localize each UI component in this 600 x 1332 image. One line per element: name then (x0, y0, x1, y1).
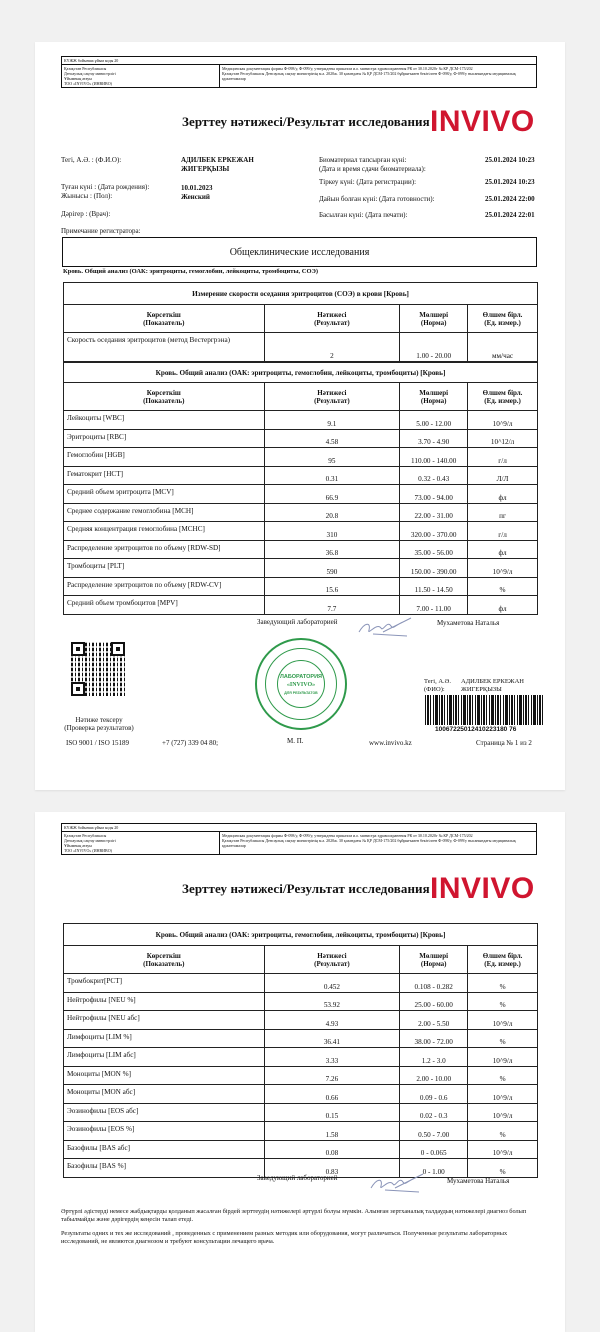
unit-value: мм/час (468, 333, 538, 362)
result-value: 2 (264, 333, 400, 362)
form-org-code: КҮЖЖ бойынша ұйым коды 20 (62, 824, 536, 832)
unit-value: фл (468, 540, 538, 559)
table-row (64, 503, 538, 522)
result-value: 95 (264, 448, 400, 467)
norm-value: 35.00 - 56.00 (400, 540, 468, 559)
norm-value: 320.00 - 370.00 (400, 522, 468, 541)
report-title: Зерттеу нәтижесі/Результат исследования (182, 114, 430, 129)
table-row (64, 577, 538, 596)
stamp-line: ДЛЯ РЕЗУЛЬТАТОВ (284, 691, 318, 695)
ready-date-label: Дайын болған күні: (Дата готовности): (319, 195, 435, 203)
result-value: 0.66 (264, 1085, 400, 1104)
table-row (64, 596, 538, 615)
biomaterial-label-line: (Дата и время сдачи биоматериала): (319, 164, 426, 173)
phone-number: +7 (727) 339 04 80; (162, 739, 219, 747)
patient-name-value (181, 156, 254, 173)
result-value: 66.9 (264, 485, 400, 504)
indicator-name: Средний объем эритроцита [MCV] (64, 485, 265, 504)
col-result: Нәтижесі (Результат) (264, 305, 400, 333)
lab-stamp-icon (255, 638, 347, 730)
qr-finder (111, 642, 125, 656)
barcode-name-value (461, 678, 524, 693)
disclaimer-ru: Результаты одних и тех же исследований , проведенных с применением разных методик или оборудования, могут различаться. Полученные результаты лабораторных исследований, не являются диагнозом и требуют консультации лечащего врача. (61, 1230, 508, 1245)
result-value: 7.7 (264, 596, 400, 615)
indicator-name: Моноциты [MON абс] (64, 1085, 265, 1104)
table-row (64, 448, 538, 467)
col-indicator: Көрсеткіш (Показатель) (64, 946, 265, 974)
unit-value: фл (468, 485, 538, 504)
indicator-name: Эозинофилы [EOS %] (64, 1122, 265, 1141)
unit-value: % (468, 1029, 538, 1048)
result-value: 20.8 (264, 503, 400, 522)
barcode-number: 10067225012410223180 76 (435, 726, 517, 733)
indicator-name: Базофилы [BAS абс] (64, 1140, 265, 1159)
col-result: Нәтижесі (Результат) (264, 383, 400, 411)
result-value: 36.41 (264, 1029, 400, 1048)
col-result: Нәтижесі (Результат) (264, 946, 400, 974)
barcode-icon (425, 695, 543, 725)
sex-label: Жынысы : (Пол): (61, 192, 113, 200)
table-row (64, 974, 538, 993)
biomaterial-date-value: 25.01.2024 10:23 (485, 156, 535, 164)
col-norm: Мөлшері (Норма) (400, 946, 468, 974)
unit-value: % (468, 577, 538, 596)
form-header-left-line: Қазақстан Республикасы (64, 66, 107, 71)
form-header-left-line: Ұйымның атауы (64, 76, 92, 81)
qr-caption-line: Нәтиже тексеру (75, 716, 123, 724)
indicator-name: Среднее содержание гемоглобина [MCH] (64, 503, 265, 522)
form-header-right-line: Қазақстан Республикасы Денсаулық сақтау министрінің м.а. 2020ж. 30 қазандағы № ҚР ДСМ-175/202 бұйрығымен бекітілген Ф-098/у, Ф-099/у нысанындағы медициналық құжаттамалар (222, 838, 516, 848)
biomaterial-date-label (319, 156, 426, 173)
unit-value: Л/Л (468, 466, 538, 485)
report-title-row (35, 104, 565, 144)
result-value: 4.93 (264, 1011, 400, 1030)
norm-value: 2.00 - 5.50 (400, 1011, 468, 1030)
table-row (64, 411, 538, 430)
indicator-name: Лейкоциты [WBC] (64, 411, 265, 430)
indicator-name: Моноциты [MON %] (64, 1066, 265, 1085)
table-row (64, 559, 538, 578)
page-number: Страница № 1 из 2 (476, 739, 532, 747)
general-clinical-box (62, 237, 537, 267)
sex-value: Женский (181, 193, 210, 201)
norm-value: 73.00 - 94.00 (400, 485, 468, 504)
iso-cert: ISO 9001 / ISO 15189 (66, 739, 130, 747)
norm-value: 1.00 - 20.00 (400, 333, 468, 362)
indicator-name: Скорость оседания эритроцитов (метод Вестергрэна) (64, 333, 265, 362)
unit-value: % (468, 992, 538, 1011)
barcode-name-label (424, 678, 451, 693)
stamp-line: ЛАБОРАТОРИЯ (279, 674, 323, 680)
report-title-row (35, 871, 565, 911)
indicator-name: Нейтрофилы [NEU %] (64, 992, 265, 1011)
print-date-label: Басылған күні: (Дата печати): (319, 211, 408, 219)
result-value: 15.6 (264, 577, 400, 596)
norm-value: 0.32 - 0.43 (400, 466, 468, 485)
indicator-name: Распределение эритроцитов по объему [RDW-CV] (64, 577, 265, 596)
norm-value: 0.108 - 0.282 (400, 974, 468, 993)
norm-value: 110.00 - 140.00 (400, 448, 468, 467)
indicator-name: Тромбокрит[PCT] (64, 974, 265, 993)
form-header-right (220, 832, 536, 854)
result-value: 9.1 (264, 411, 400, 430)
unit-value: пг (468, 503, 538, 522)
norm-value: 3.70 - 4.90 (400, 429, 468, 448)
result-value: 3.33 (264, 1048, 400, 1067)
invivo-logo: INVIVO (430, 105, 535, 138)
indicator-name: Эритроциты [RBC] (64, 429, 265, 448)
registrar-note-label: Примечание регистратора: (61, 227, 141, 235)
form-header-left-line: Қазақстан Республикасы (64, 833, 107, 838)
form-header-left-line: Денсаулық сақтау министрлігі (64, 838, 116, 843)
lab-head-name: Мухаметова Наталья (437, 619, 500, 627)
form-header-left (62, 65, 220, 87)
qr-caption (57, 716, 141, 732)
doctor-label: Дәрігер : (Врач): (61, 210, 111, 218)
result-value: 4.58 (264, 429, 400, 448)
indicator-name: Средняя концентрация гемоглобина [MCHC] (64, 522, 265, 541)
norm-value: 0 - 0.065 (400, 1140, 468, 1159)
report-title: Зерттеу нәтижесі/Результат исследования (182, 881, 430, 896)
indicator-name: Гематокрит [HCT] (64, 466, 265, 485)
col-unit: Өлшем бірл. (Ед. измер.) (468, 383, 538, 411)
indicator-name: Лимфоциты [LIM %] (64, 1029, 265, 1048)
biomaterial-label-line: Биоматериал тапсырған күні: (319, 156, 407, 164)
table-row (64, 1048, 538, 1067)
unit-value: г/л (468, 448, 538, 467)
indicator-name: Лимфоциты [LIM абс] (64, 1048, 265, 1067)
table-row (64, 540, 538, 559)
unit-value: 10^9/л (468, 1140, 538, 1159)
result-value: 0.15 (264, 1103, 400, 1122)
norm-value: 22.00 - 31.00 (400, 503, 468, 522)
form-header-right-line: Медицинская документация формы Ф-098/у, Ф-099/у, утверждены приказом и.о. министра здравоохранения РК от 30.10.2020г № КР ДСМ-175/202 (222, 833, 473, 838)
disclaimer-kz: Әртүрлі әдістерді немесе жабдықтарды қолданып жасалған бірдей зерттеудің нәтижелері әртүрлі болуы мүмкін. Алынған зертханалық талдаудың нәтижелері диагноз болып табылмайды және дәрігердің кеңесін талап етеді. (61, 1208, 527, 1223)
table-row (64, 1066, 538, 1085)
form-header-right-line: Қазақстан Республикасы Денсаулық сақтау министрінің м.а. 2020ж. 30 қазандағы № ҚР ДСМ-175/202 бұйрығымен бекітілген Ф-098/у, Ф-099/у нысанындағы медициналық құжаттамалар (222, 71, 516, 81)
unit-value: 10^9/л (468, 1085, 538, 1104)
general-clinical-title: Общеклинические исследования (229, 247, 370, 258)
barcode-label-line: (ФИО): (424, 685, 445, 693)
patient-name-line: АДИЛБЕК ЕРКЕЖАН (181, 156, 254, 164)
unit-value: 10^9/л (468, 1011, 538, 1030)
qr-code-icon[interactable] (71, 642, 125, 696)
cbc-table-page-2 (63, 923, 538, 1178)
report-page-1 (35, 42, 565, 790)
ready-date-value: 25.01.2024 22:00 (485, 195, 535, 203)
lab-head-label: Заведующий лабораторией (257, 618, 338, 626)
result-value: 7.26 (264, 1066, 400, 1085)
table-row (64, 429, 538, 448)
form-org-code: КҮЖЖ бойынша ұйым коды 20 (62, 57, 536, 65)
invivo-logo: INVIVO (430, 872, 535, 905)
table-row (64, 1011, 538, 1030)
result-value: 310 (264, 522, 400, 541)
table-row (64, 992, 538, 1011)
signature-icon (365, 1170, 439, 1196)
unit-value: 10^9/л (468, 559, 538, 578)
unit-value: 10^9/л (468, 1048, 538, 1067)
indicator-name: Распределение эритроцитов по объему [RDW-SD] (64, 540, 265, 559)
print-date-value: 25.01.2024 22:01 (485, 211, 535, 219)
form-header-left-line: ТОО «INVIVO» (ИНВИВО) (64, 81, 112, 86)
table-row (64, 1140, 538, 1159)
result-value: 0.08 (264, 1140, 400, 1159)
form-header-left-line: ТОО «INVIVO» (ИНВИВО) (64, 848, 112, 853)
indicator-name: Гемоглобин [HGB] (64, 448, 265, 467)
form-header-right-line: Медицинская документация формы Ф-098/у, Ф-099/у, утверждены приказом и.о. министра здравоохранения РК от 30.10.2020г № КР ДСМ-175/202 (222, 66, 473, 71)
col-norm: Мөлшері (Норма) (400, 383, 468, 411)
norm-value: 5.00 - 12.00 (400, 411, 468, 430)
dob-label: Туған күні : (Дата рождения): (61, 183, 150, 191)
table-row (64, 1085, 538, 1104)
section-caption: Кровь. Общий анализ (ОАК: эритроциты, гемоглобин, лейкоциты, тромбоциты, СОЭ) (63, 268, 319, 275)
unit-value: 10^9/л (468, 1103, 538, 1122)
result-value: 36.8 (264, 540, 400, 559)
norm-value: 150.00 - 390.00 (400, 559, 468, 578)
website-link[interactable]: www.invivo.kz (369, 739, 412, 747)
norm-value: 11.50 - 14.50 (400, 577, 468, 596)
col-unit: Өлшем бірл. (Ед. измер.) (468, 305, 538, 333)
form-header-left (62, 832, 220, 854)
qr-caption-line: (Проверка результатов) (64, 724, 134, 732)
result-value: 0.31 (264, 466, 400, 485)
table-row (64, 522, 538, 541)
unit-value: % (468, 974, 538, 993)
col-indicator: Көрсеткіш (Показатель) (64, 383, 265, 411)
result-value: 1.58 (264, 1122, 400, 1141)
esr-table (63, 282, 538, 362)
cbc-section-heading: Кровь. Общий анализ (ОАК: эритроциты, гемоглобин, лейкоциты, тромбоциты) [Кровь] (64, 363, 538, 383)
col-indicator: Көрсеткіш (Показатель) (64, 305, 265, 333)
col-unit: Өлшем бірл. (Ед. измер.) (468, 946, 538, 974)
signature-icon (353, 614, 427, 640)
indicator-name: Базофилы [BAS %] (64, 1159, 265, 1178)
esr-section-heading: Измерение скорости оседания эритроцитов (СОЭ) в крови [Кровь] (64, 283, 538, 305)
form-header-left-line: Ұйымның атауы (64, 843, 92, 848)
form-header-table (61, 56, 537, 88)
stamp-place-label: М. П. (287, 737, 304, 745)
unit-value: % (468, 1122, 538, 1141)
barcode-label-line: Тегі, А.Ә. (424, 678, 451, 685)
norm-value: 0 - 1.00 (400, 1159, 468, 1178)
table-row (64, 1122, 538, 1141)
patient-name-line: ЖИГЕРҚЫЗЫ (181, 164, 230, 173)
lab-head-name: Мухаметова Наталья (447, 1177, 510, 1185)
lab-head-label: Заведующий лабораторией (257, 1174, 338, 1182)
table-row (64, 333, 538, 362)
barcode-name-line: АДИЛБЕК ЕРКЕЖАН (461, 678, 524, 685)
unit-value: 10^9/л (468, 411, 538, 430)
indicator-name: Средний объем тромбоцитов [MPV] (64, 596, 265, 615)
unit-value: фл (468, 596, 538, 615)
patient-name-label: Тегі, А.Ә. : (Ф.И.О): (61, 156, 122, 164)
registration-date-value: 25.01.2024 10:23 (485, 178, 535, 186)
norm-value: 7.00 - 11.00 (400, 596, 468, 615)
form-header-left-line: Денсаулық сақтау министрлігі (64, 71, 116, 76)
norm-value: 25.00 - 60.00 (400, 992, 468, 1011)
norm-value: 1.2 - 3.0 (400, 1048, 468, 1067)
unit-value: г/л (468, 522, 538, 541)
result-value: 590 (264, 559, 400, 578)
col-norm: Мөлшері (Норма) (400, 305, 468, 333)
unit-value: 10^12/л (468, 429, 538, 448)
table-row (64, 1103, 538, 1122)
table-row (64, 466, 538, 485)
table-row (64, 485, 538, 504)
stamp-line: «INVIVO» (286, 682, 316, 688)
result-value: 0.452 (264, 974, 400, 993)
qr-finder (71, 682, 85, 696)
table-row (64, 1029, 538, 1048)
qr-finder (71, 642, 85, 656)
indicator-name: Нейтрофилы [NEU абс] (64, 1011, 265, 1030)
result-value: 53.92 (264, 992, 400, 1011)
form-header-table (61, 823, 537, 855)
unit-value: % (468, 1159, 538, 1178)
cbc-section-heading: Кровь. Общий анализ (ОАК: эритроциты, гемоглобин, лейкоциты, тромбоциты) [Кровь] (64, 924, 538, 946)
norm-value: 0.50 - 7.00 (400, 1122, 468, 1141)
report-page-2 (35, 812, 565, 1332)
norm-value: 2.00 - 10.00 (400, 1066, 468, 1085)
barcode-name-line: ЖИГЕРҚЫЗЫ (461, 685, 502, 693)
form-header-right (220, 65, 536, 87)
norm-value: 0.02 - 0.3 (400, 1103, 468, 1122)
registration-date-label: Тіркеу күні: (Дата регистрации): (319, 178, 417, 186)
indicator-name: Тромбоциты [PLT] (64, 559, 265, 578)
unit-value: % (468, 1066, 538, 1085)
result-value: 0.83 (264, 1159, 400, 1178)
dob-value: 10.01.2023 (181, 184, 213, 192)
indicator-name: Эозинофилы [EOS абс] (64, 1103, 265, 1122)
norm-value: 38.00 - 72.00 (400, 1029, 468, 1048)
norm-value: 0.09 - 0.6 (400, 1085, 468, 1104)
cbc-table-page-1 (63, 362, 538, 615)
